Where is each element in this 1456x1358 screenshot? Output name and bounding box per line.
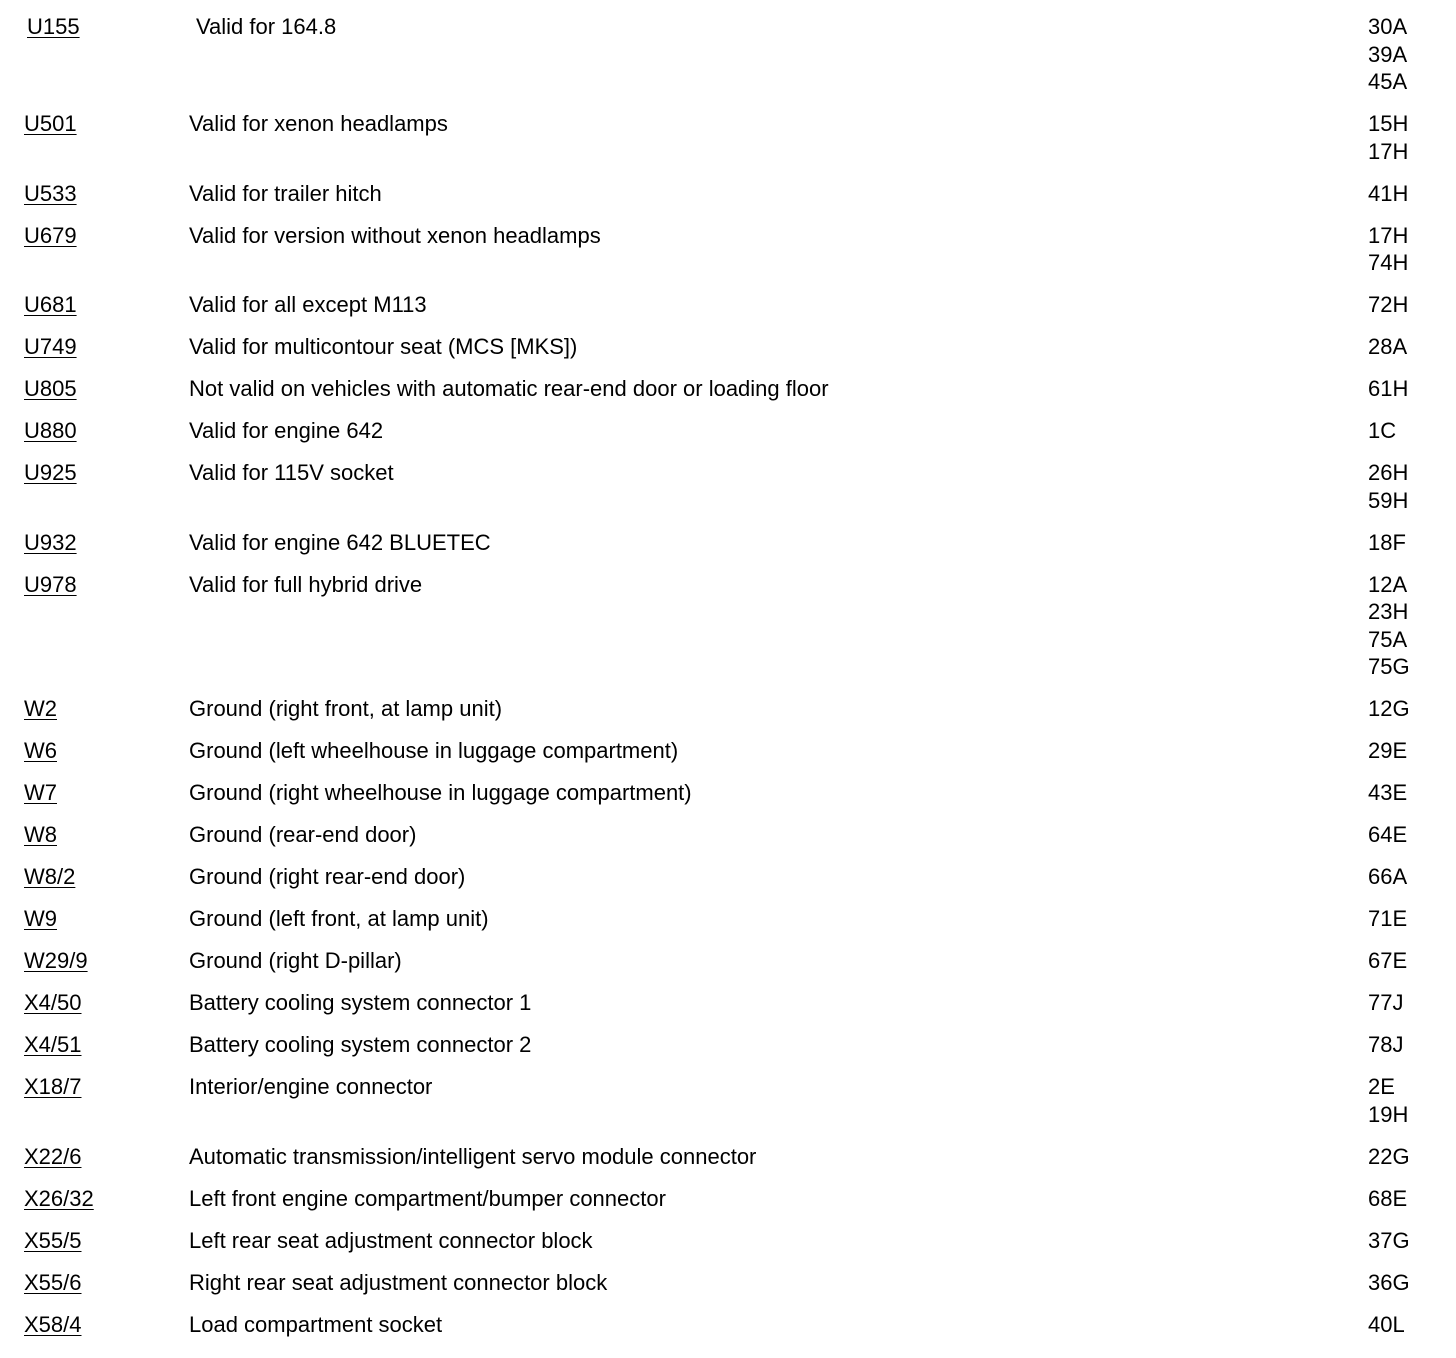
component-code-link[interactable]: X22/6 — [24, 1143, 82, 1169]
grid-location: 17H — [1368, 138, 1409, 164]
component-code-link[interactable]: W8 — [24, 822, 57, 847]
grid-location: 72H — [1368, 292, 1409, 317]
component-description: Valid for xenon headlamps — [189, 111, 448, 136]
component-code-link[interactable]: U679 — [24, 222, 77, 248]
component-code-link[interactable]: X55/5 — [24, 1227, 82, 1253]
legend-row — [0, 1031, 1456, 1059]
grid-location: 71E — [1368, 906, 1408, 931]
grid-location: 67E — [1368, 948, 1408, 973]
component-description: Valid for full hybrid drive — [189, 571, 423, 597]
legend-row — [0, 333, 1456, 361]
grid-location-list — [1368, 821, 1448, 849]
legend-row — [0, 110, 1456, 165]
grid-location: 37G — [1368, 1227, 1410, 1253]
grid-location: 75A — [1368, 626, 1408, 652]
component-code-link[interactable]: W7 — [24, 780, 57, 805]
grid-location: 12A — [1368, 571, 1408, 597]
component-code-link[interactable]: W29/9 — [24, 948, 88, 973]
grid-location: 15H — [1368, 111, 1409, 136]
grid-location-list — [1368, 1185, 1448, 1213]
component-description: Ground (right front, at lamp unit) — [189, 696, 503, 721]
component-description: Valid for engine 642 — [189, 418, 384, 443]
grid-location: 17H — [1368, 222, 1409, 248]
legend-row — [0, 222, 1456, 277]
grid-location-list — [1368, 905, 1448, 933]
grid-location-list — [1368, 1269, 1448, 1297]
grid-location: 19H — [1368, 1101, 1409, 1127]
component-description: Ground (left front, at lamp unit) — [189, 906, 489, 931]
legend-row — [0, 1311, 1456, 1339]
grid-location-list — [1368, 695, 1448, 723]
legend-row — [0, 529, 1456, 557]
component-description: Not valid on vehicles with automatic rear-end door or loading floor — [189, 376, 829, 401]
component-code-link[interactable]: U978 — [24, 571, 77, 597]
component-code-link[interactable]: X4/51 — [24, 1032, 82, 1057]
grid-location-list — [1368, 291, 1448, 319]
legend-row — [0, 947, 1456, 975]
legend-row — [0, 1143, 1456, 1171]
grid-location-list — [1368, 1073, 1448, 1128]
grid-location-list — [1368, 333, 1448, 361]
component-code-link[interactable]: W2 — [24, 696, 57, 721]
legend-row — [0, 1073, 1456, 1128]
grid-location: 39A — [1368, 41, 1408, 67]
component-code-link[interactable]: U932 — [24, 529, 77, 555]
component-code-link[interactable]: U749 — [24, 334, 77, 359]
grid-location-list — [1368, 180, 1448, 208]
component-description: Valid for 115V socket — [189, 460, 394, 485]
grid-location: 40L — [1368, 1311, 1405, 1337]
legend-row — [0, 737, 1456, 765]
legend-row — [0, 417, 1456, 445]
legend-row — [0, 779, 1456, 807]
component-code-link[interactable]: X55/6 — [24, 1269, 82, 1295]
grid-location: 23H — [1368, 599, 1409, 624]
grid-location-list — [1368, 110, 1448, 165]
grid-location-list — [1368, 459, 1448, 514]
grid-location: 64E — [1368, 822, 1408, 847]
component-description: Left rear seat adjustment connector block — [189, 1227, 593, 1253]
component-code-link[interactable]: U501 — [24, 111, 77, 136]
component-description: Ground (left wheelhouse in luggage compartment) — [189, 738, 679, 763]
legend-row — [0, 821, 1456, 849]
legend-row — [0, 180, 1456, 208]
legend-row — [0, 1185, 1456, 1213]
component-code-link[interactable]: X26/32 — [24, 1185, 94, 1211]
component-description: Interior/engine connector — [189, 1074, 433, 1099]
component-description: Load compartment socket — [189, 1311, 443, 1337]
grid-location: 59H — [1368, 487, 1409, 513]
component-code-link[interactable]: U155 — [27, 14, 80, 39]
grid-location: 28A — [1368, 334, 1408, 359]
legend-row — [0, 291, 1456, 319]
component-code-link[interactable]: U925 — [24, 460, 77, 485]
grid-location: 77J — [1368, 990, 1404, 1015]
legend-row — [0, 571, 1456, 681]
legend-row — [0, 695, 1456, 723]
component-description: Ground (right D-pillar) — [189, 948, 402, 973]
component-description: Valid for version without xenon headlamps — [189, 222, 601, 248]
component-code-link[interactable]: U880 — [24, 418, 77, 443]
grid-location: 61H — [1368, 376, 1409, 401]
component-description: Ground (right rear-end door) — [189, 864, 466, 889]
grid-location: 45A — [1368, 69, 1408, 94]
grid-location: 29E — [1368, 738, 1408, 763]
grid-location: 1C — [1368, 418, 1397, 443]
grid-location-list — [1368, 863, 1448, 891]
grid-location-list — [1368, 1311, 1448, 1339]
component-description: Valid for engine 642 BLUETEC — [189, 529, 491, 555]
grid-location: 43E — [1368, 780, 1408, 805]
grid-location-list — [1368, 1227, 1448, 1255]
grid-location-list — [1368, 779, 1448, 807]
grid-location: 68E — [1368, 1185, 1408, 1211]
component-description: Valid for multicontour seat (MCS [MKS]) — [189, 334, 578, 359]
component-description: Ground (right wheelhouse in luggage compartment) — [189, 780, 692, 805]
grid-location-list — [1368, 989, 1448, 1017]
grid-location-list — [1368, 571, 1448, 681]
grid-location: 36G — [1368, 1269, 1410, 1295]
grid-location: 2E — [1368, 1074, 1395, 1099]
component-code-link[interactable]: W9 — [24, 906, 57, 931]
legend-row — [0, 863, 1456, 891]
legend-row — [0, 459, 1456, 514]
component-description: Valid for 164.8 — [196, 14, 337, 39]
component-description: Left front engine compartment/bumper connector — [189, 1185, 666, 1211]
grid-location: 18F — [1368, 529, 1406, 555]
grid-location-list — [1368, 417, 1448, 445]
legend-row — [0, 375, 1456, 403]
grid-location: 41H — [1368, 180, 1409, 206]
grid-location-list — [1368, 947, 1448, 975]
component-code-link[interactable]: X58/4 — [24, 1311, 82, 1337]
legend-row — [0, 905, 1456, 933]
component-code-link[interactable]: W8/2 — [24, 864, 76, 889]
legend-row — [0, 1269, 1456, 1297]
component-description: Automatic transmission/intelligent servo module connector — [189, 1143, 757, 1169]
component-description: Battery cooling system connector 1 — [189, 990, 532, 1015]
grid-location-list — [1368, 375, 1448, 403]
grid-location: 66A — [1368, 864, 1408, 889]
grid-location-list — [1368, 222, 1448, 277]
legend-row — [0, 989, 1456, 1017]
grid-location-list — [1368, 1031, 1448, 1059]
component-description: Right rear seat adjustment connector block — [189, 1269, 608, 1295]
component-description: Battery cooling system connector 2 — [189, 1032, 532, 1057]
component-description: Valid for all except M113 — [189, 292, 427, 317]
grid-location-list — [1368, 13, 1448, 96]
component-code-link[interactable]: U681 — [24, 292, 77, 317]
component-code-link[interactable]: U533 — [24, 180, 77, 206]
grid-location-list — [1368, 737, 1448, 765]
component-code-link[interactable]: X18/7 — [24, 1074, 82, 1099]
grid-location: 78J — [1368, 1032, 1404, 1057]
component-legend-list — [0, 13, 1456, 1353]
legend-row — [0, 13, 1456, 96]
grid-location: 30A — [1368, 14, 1408, 39]
grid-location: 22G — [1368, 1143, 1410, 1169]
component-code-link[interactable]: U805 — [24, 376, 77, 401]
legend-row — [0, 1227, 1456, 1255]
component-code-link[interactable]: X4/50 — [24, 990, 82, 1015]
grid-location: 26H — [1368, 460, 1409, 485]
grid-location: 74H — [1368, 250, 1409, 275]
component-code-link[interactable]: W6 — [24, 738, 57, 763]
grid-location-list — [1368, 529, 1448, 557]
grid-location-list — [1368, 1143, 1448, 1171]
component-description: Ground (rear-end door) — [189, 822, 417, 847]
component-description: Valid for trailer hitch — [189, 180, 382, 206]
grid-location: 12G — [1368, 696, 1410, 721]
grid-location: 75G — [1368, 654, 1410, 679]
